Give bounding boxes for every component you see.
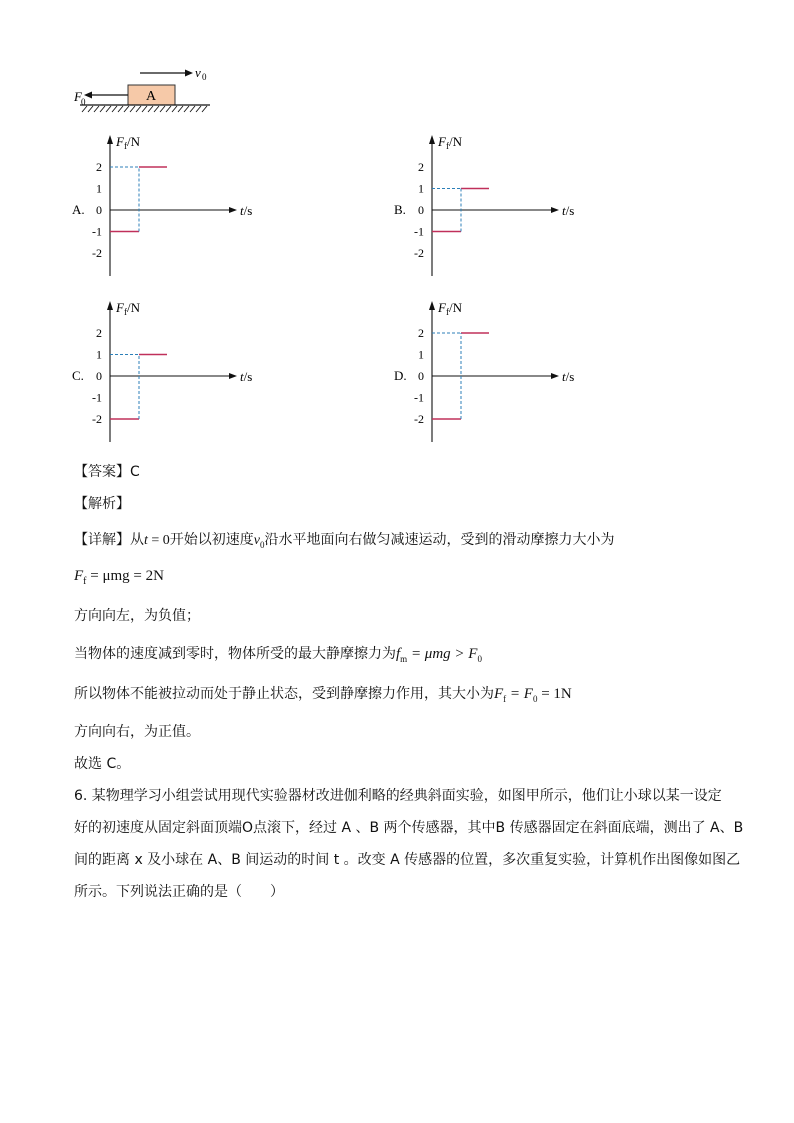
y-axis-label: $F_f/N$: [438, 134, 462, 151]
question-6-line-1: 6. 某物理学习小组尝试用现代实验器材改进伽利略的经典斜面实验，如图甲所示，他们让小球以某一设定: [74, 788, 722, 804]
tick-label: 1: [418, 347, 424, 362]
y-axis-label: $F_f/N$: [116, 300, 140, 317]
detail-line-4: 所以物体不能被拉动而处于静止状态，受到静摩擦力作用，其大小为$F_f = F_0 = 1N$: [74, 686, 572, 704]
option-letter: A.: [72, 202, 85, 217]
tick-label: -2: [92, 412, 102, 426]
force-sub: 0: [81, 97, 86, 107]
answer-label: 【答案】: [74, 464, 130, 480]
x-axis-label: t/s: [240, 203, 253, 218]
tick-label: 2: [418, 326, 424, 340]
x-axis-arrow: [551, 373, 559, 379]
y-axis-arrow: [107, 301, 113, 310]
y-axis-label: $F_f/N$: [438, 300, 462, 317]
detail-line-2: 方向向左，为负值；: [74, 608, 200, 624]
tick-label: 1: [96, 181, 102, 196]
tick-label: 1: [418, 181, 424, 196]
tick-label: -1: [414, 390, 424, 405]
option-letter: D.: [394, 368, 407, 383]
tick-label: -2: [92, 246, 102, 260]
answer-line: [74, 462, 140, 482]
answer-value: C: [130, 464, 140, 480]
tick-label: -1: [414, 224, 424, 239]
y-axis-arrow: [429, 135, 435, 144]
tick-label: 2: [96, 326, 102, 340]
tick-label: 1: [96, 347, 102, 362]
velocity-label: v: [195, 65, 201, 80]
analysis-label: 【解析】: [74, 496, 130, 512]
question-6-line-3: 间的距离 x 及小球在 A、B 间运动的时间 t 。改变 A 传感器的位置，多次重复实验，计算机作出图像如图乙: [74, 852, 741, 868]
tick-label: 0: [418, 369, 424, 383]
detail-label: 【详解】: [74, 532, 130, 548]
block-diagram: [60, 58, 230, 120]
detail-line-3: 当物体的速度减到零时，物体所受的最大静摩擦力为$f_m = \mu mg > F_0$: [74, 646, 482, 664]
tick-label: 0: [96, 369, 102, 383]
option-letter: B.: [394, 202, 406, 217]
tick-label: 2: [96, 160, 102, 174]
force-label: F: [74, 89, 82, 104]
tick-label: -1: [92, 224, 102, 239]
detail-line-5: 方向向右，为正值。: [74, 724, 200, 740]
graph-option-0: [70, 130, 260, 280]
x-axis-arrow: [229, 373, 237, 379]
tick-label: -2: [414, 412, 424, 426]
tick-label: -2: [414, 246, 424, 260]
x-axis-label: t/s: [240, 369, 253, 384]
tick-label: -1: [92, 390, 102, 405]
x-axis-label: t/s: [562, 369, 575, 384]
block-label: A: [146, 89, 157, 104]
y-axis-label: $F_f/N$: [116, 134, 140, 151]
question-6-line-4: 所示。下列说法正确的是（ ）: [74, 884, 284, 900]
detail-line-1: 【详解】从t = 0开始以初速度$v_0$沿水平地面向右做匀减速运动，受到的滑动摩擦力大小为: [74, 532, 615, 550]
graph-option-1: [392, 130, 582, 280]
graph-option-2: [70, 296, 260, 446]
velocity-sub: 0: [202, 72, 207, 82]
graph-option-3: [392, 296, 582, 446]
x-axis-arrow: [551, 207, 559, 213]
y-axis-arrow: [107, 135, 113, 144]
y-axis-arrow: [429, 301, 435, 310]
tick-label: 2: [418, 160, 424, 174]
x-axis-label: t/s: [562, 203, 575, 218]
detail-line-6: 故选 C。: [74, 756, 131, 772]
formula-sliding-friction: $F_f = \mu mg = 2N$: [74, 568, 164, 587]
option-letter: C.: [72, 368, 84, 383]
x-axis-arrow: [229, 207, 237, 213]
tick-label: 0: [96, 203, 102, 217]
tick-label: 0: [418, 203, 424, 217]
question-6-line-2: 好的初速度从固定斜面顶端O点滚下，经过 A 、B 两个传感器，其中B 传感器固定在斜面底端，测出了 A、B: [74, 820, 744, 836]
